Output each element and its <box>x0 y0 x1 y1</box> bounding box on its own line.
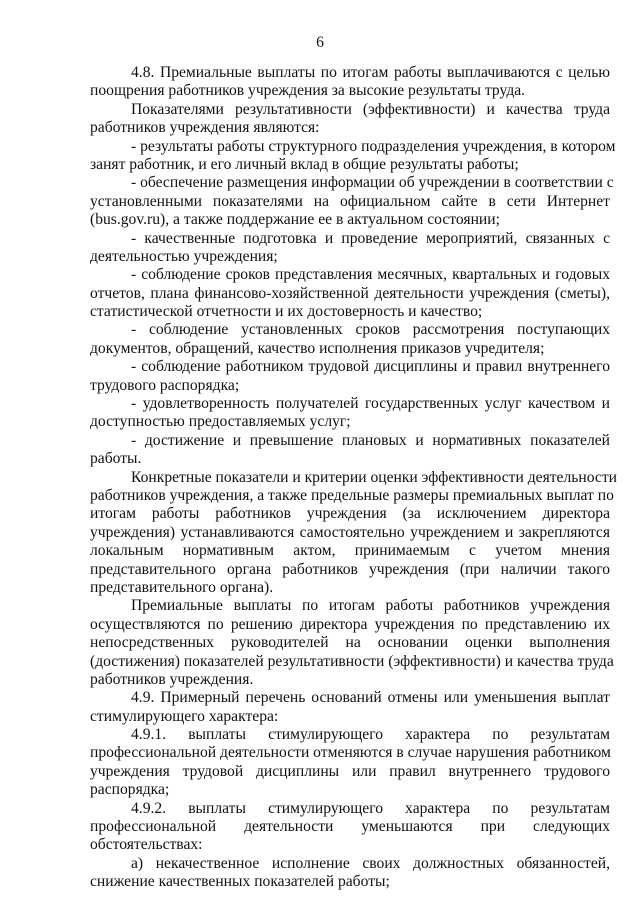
text-line: - удовлетворенность получателей государственных услуг качеством и <box>131 395 610 413</box>
paragraph <box>90 800 610 855</box>
text-line: - достижение и превышение плановых и нормативных показателей <box>131 431 610 449</box>
paragraph <box>90 468 617 598</box>
text-line: (bus.gov.ru), а также поддержание ее в актуальном состоянии; <box>90 211 500 229</box>
paragraph <box>90 266 610 321</box>
text-line: - обеспечение размещения информации об учреждении в соответствии с <box>131 174 614 192</box>
text-line: 4.9.1. выплаты стимулирующего характера по результатам <box>131 726 610 744</box>
text-line: установленными показателями на официальном сайте в сети Интернет <box>90 192 610 210</box>
text-line: осуществляются по решению директора учреждения по представлению их <box>90 615 610 633</box>
text-line: профессиональной деятельности отменяются в случае нарушения работником <box>90 744 611 762</box>
text-line: трудового распорядка; <box>90 376 240 394</box>
paragraph <box>90 855 610 892</box>
text-line: работников учреждения. <box>90 670 254 688</box>
text-line: представительного органа). <box>90 578 274 596</box>
text-line: - качественные подготовка и проведение мероприятий, связанных с <box>131 229 610 247</box>
text-line: профессиональной деятельности уменьшаются при следующих <box>90 818 610 836</box>
text-line: учреждения) устанавливаются самостоятельно учреждением и закрепляются <box>90 523 610 541</box>
text-line: стимулирующего характера: <box>90 707 279 725</box>
paragraph <box>90 101 610 138</box>
paragraph <box>90 230 610 267</box>
text-line: локальным нормативным актом, принимаемым с учетом мнения <box>90 542 610 560</box>
text-line: 4.8. Премиальные выплаты по итогам работы выплачиваются с целью <box>131 64 610 81</box>
document-body <box>90 64 617 892</box>
text-line: статистической отчетности и их достоверность и качество; <box>90 303 483 321</box>
text-line: - соблюдение работником трудовой дисциплины и правил внутреннего <box>131 358 610 376</box>
paragraph <box>90 395 610 432</box>
paragraph <box>90 432 610 469</box>
paragraph <box>90 726 610 800</box>
text-line: учреждения трудовой дисциплины или правил внутреннего трудового <box>90 762 610 780</box>
text-line: - соблюдение установленных сроков рассмотрения поступающих <box>131 321 610 339</box>
text-line: 4.9. Примерный перечень оснований отмены или уменьшения выплат <box>131 689 610 707</box>
paragraph <box>90 174 614 229</box>
text-line: деятельностью учреждения; <box>90 247 278 265</box>
text-line: представительного органа работников учреждения (при наличии такого <box>90 560 610 578</box>
text-line: отчетов, плана финансово-хозяйственной деятельности учреждения (сметы), <box>90 284 610 302</box>
text-line: Показателями результативности (эффективности) и качества труда <box>131 100 610 118</box>
paragraph <box>90 321 610 358</box>
text-line: непосредственных руководителей на основании оценки выполнения <box>90 634 610 652</box>
paragraph <box>90 689 610 726</box>
text-line: работников учреждения являются: <box>90 119 320 137</box>
text-line: (достижения) показателей результативности (эффективности) и качества труда <box>90 652 614 670</box>
text-line: распорядка; <box>90 781 170 799</box>
text-line: поощрения работников учреждения за высокие результаты труда. <box>90 82 526 100</box>
text-line: Премиальные выплаты по итогам работы работников учреждения <box>131 597 610 615</box>
text-line: работников учреждения, а также предельные размеры премиальных выплат по <box>90 486 614 504</box>
paragraph <box>90 358 610 395</box>
text-line: 4.9.2. выплаты стимулирующего характера по результатам <box>131 799 610 817</box>
paragraph <box>90 597 614 689</box>
text-line: занят работник, и его личный вклад в общие результаты работы; <box>90 155 519 173</box>
text-line: доступностью предоставляемых услуг; <box>90 413 351 431</box>
paragraph <box>90 64 610 101</box>
page-number: 6 <box>316 34 324 51</box>
text-line: - соблюдение сроков представления месячных, квартальных и годовых <box>131 266 610 284</box>
text-line: работы. <box>90 450 142 468</box>
text-line: - результаты работы структурного подразделения учреждения, в котором <box>131 137 616 155</box>
text-line: а) некачественное исполнение своих должностных обязанностей, <box>131 854 610 872</box>
text-line: снижение качественных показателей работы; <box>90 873 390 891</box>
text-line: документов, обращений, качество исполнения приказов учредителя; <box>90 339 545 357</box>
paragraph <box>90 137 616 175</box>
text-line: итогам работы работников учреждения (за исключением директора <box>90 505 610 523</box>
text-line: Конкретные показатели и критерии оценки эффективности деятельности <box>131 468 617 486</box>
text-line: обстоятельствах: <box>90 836 203 854</box>
